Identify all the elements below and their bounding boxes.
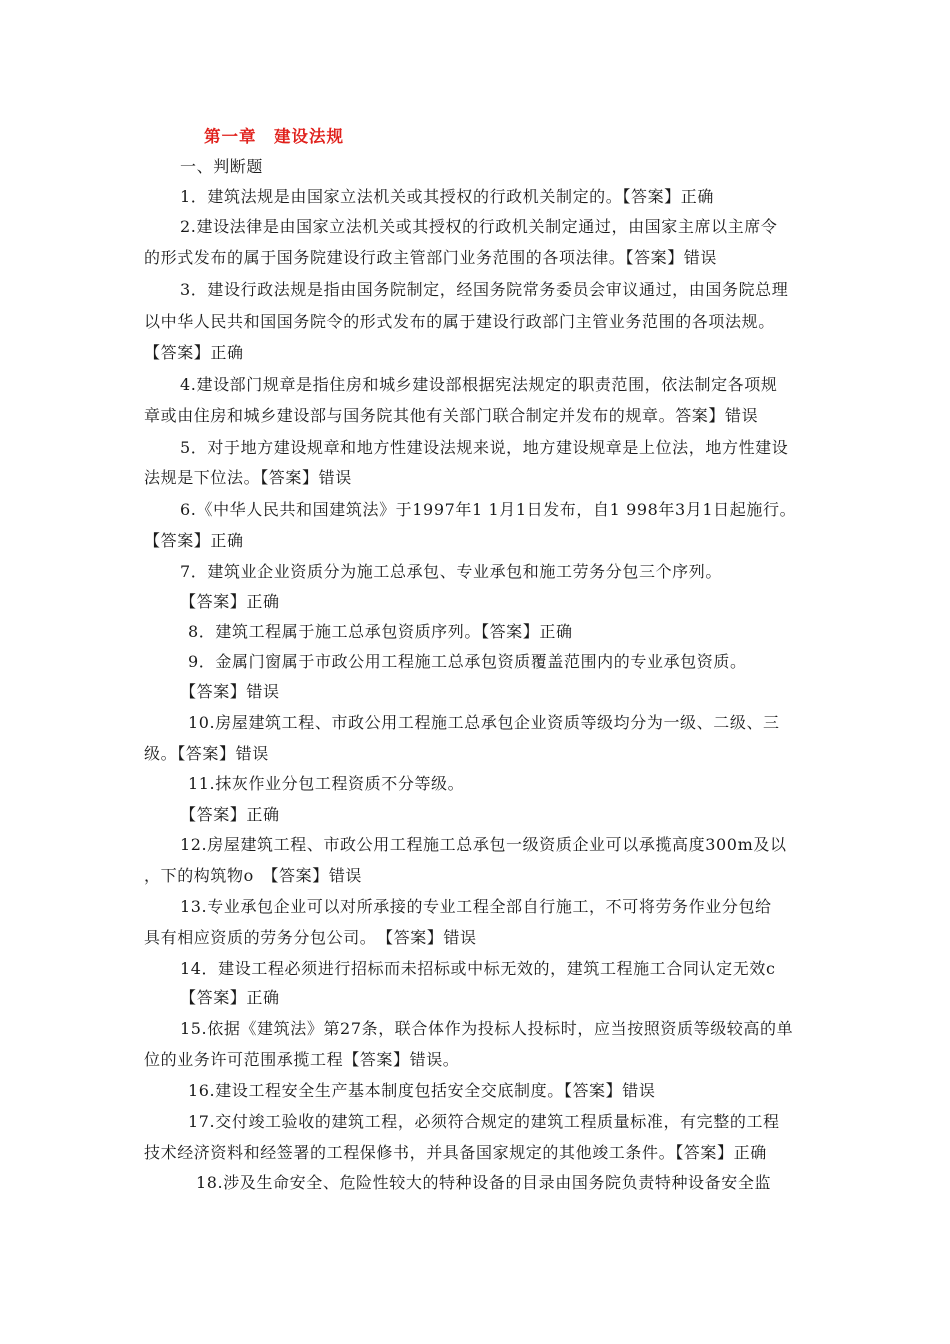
text-line: 【答案】正确 bbox=[180, 805, 280, 824]
text-line: 11.抹灰作业分包工程资质不分等级。 bbox=[188, 774, 465, 793]
text-line: 14．建设工程必须进行招标而未招标或中标无效的，建筑工程施工合同认定无效c bbox=[180, 959, 776, 978]
text-line: 3．建设行政法规是指由国务院制定，经国务院常务委员会审议通过，由国务院总理 bbox=[180, 280, 789, 299]
text-line: 1．建筑法规是由国家立法机关或其授权的行政机关制定的。【答案】正确 bbox=[180, 187, 714, 206]
text-line: 13.专业承包企业可以对所承接的专业工程全部自行施工，不可将劳务作业分包给 bbox=[180, 897, 772, 916]
text-line: 5．对于地方建设规章和地方性建设法规来说，地方建设规章是上位法，地方性建设 bbox=[180, 438, 789, 457]
text-line: ，下的构筑物o 【答案】错误 bbox=[144, 866, 363, 885]
text-line: 【答案】正确 bbox=[180, 988, 280, 1007]
text-line: 16.建设工程安全生产基本制度包括安全交底制度。【答案】错误 bbox=[188, 1081, 656, 1100]
text-line: 级。【答案】错误 bbox=[144, 744, 269, 763]
text-line: 17.交付竣工验收的建筑工程，必须符合规定的建筑工程质量标准，有完整的工程 bbox=[188, 1112, 780, 1131]
text-line: 12.房屋建筑工程、市政公用工程施工总承包一级资质企业可以承揽高度300m及以 bbox=[180, 835, 787, 854]
text-line: 位的业务许可范围承揽工程【答案】错误。 bbox=[144, 1050, 460, 1069]
text-line: 的形式发布的属于国务院建设行政主管部门业务范围的各项法律。【答案】错误 bbox=[144, 248, 718, 267]
text-line: 18.涉及生命安全、危险性较大的特种设备的目录由国务院负责特种设备安全监 bbox=[196, 1173, 772, 1192]
text-line: 7．建筑业企业资质分为施工总承包、专业承包和施工劳务分包三个序列。 bbox=[180, 562, 722, 581]
text-line: 10.房屋建筑工程、市政公用工程施工总承包企业资质等级均分为一级、二级、三 bbox=[188, 713, 780, 732]
text-line: 9．金属门窗属于市政公用工程施工总承包资质覆盖范围内的专业承包资质。 bbox=[188, 652, 747, 671]
text-line: 【答案】正确 bbox=[180, 592, 280, 611]
text-line: 4.建设部门规章是指住房和城乡建设部根据宪法规定的职责范围，依法制定各项规 bbox=[180, 375, 778, 394]
text-line: 法规是下位法。【答案】错误 bbox=[144, 468, 352, 487]
text-line: 【答案】正确 bbox=[144, 531, 244, 550]
text-line: 【答案】正确 bbox=[144, 343, 244, 362]
chapter-title: 第一章 建设法规 bbox=[204, 127, 344, 146]
text-line: 以中华人民共和国国务院令的形式发布的属于建设行政部门主管业务范围的各项法规。 bbox=[144, 312, 775, 331]
text-line: 2.建设法律是由国家立法机关或其授权的行政机关制定通过，由国家主席以主席令 bbox=[180, 217, 778, 236]
text-line: 6.《中华人民共和国建筑法》于1997年1 1月1日发布，自1 998年3月1日起施行。 bbox=[180, 500, 797, 519]
text-line: 技术经济资料和经签署的工程保修书，并具备国家规定的其他竣工条件。【答案】正确 bbox=[144, 1143, 767, 1162]
text-line: 15.依据《建筑法》第27条，联合体作为投标人投标时，应当按照资质等级较高的单 bbox=[180, 1019, 794, 1038]
text-line: 8．建筑工程属于施工总承包资质序列。【答案】正确 bbox=[188, 622, 573, 641]
text-line: 具有相应资质的劳务分包公司。 【答案】错误 bbox=[144, 928, 477, 947]
text-line: 章或由住房和城乡建设部与国务院其他有关部门联合制定并发布的规章。答案】错误 bbox=[144, 406, 759, 425]
text-line: 【答案】错误 bbox=[180, 682, 280, 701]
section-heading: 一、判断题 bbox=[180, 157, 264, 176]
